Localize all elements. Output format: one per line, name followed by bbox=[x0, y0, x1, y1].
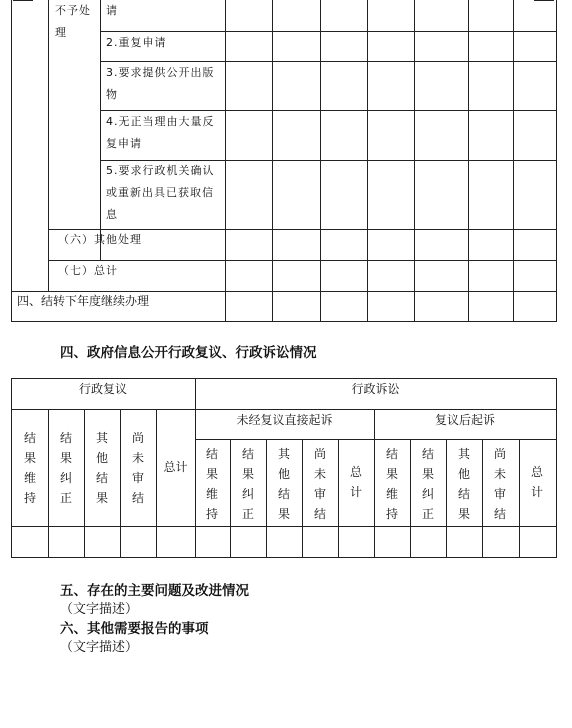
admin-litigation-header: 行政诉讼 bbox=[351, 382, 400, 396]
row-label-line: 息 bbox=[106, 208, 118, 221]
row-label-line: 3.要求提供公开出版 bbox=[106, 66, 215, 79]
row-label-line: 或重新出具已获取信 bbox=[106, 186, 214, 199]
admin-review-header: 行政复议 bbox=[78, 382, 127, 396]
row-label-line: 4.无正当理由大量反 bbox=[106, 115, 215, 128]
review-upheld-header: 结果维持 bbox=[23, 431, 36, 505]
section5-title: 五、存在的主要问题及改进情况 bbox=[60, 583, 249, 599]
section5-description: （文字描述） bbox=[60, 602, 139, 617]
other-handling-label: （六）其他处理 bbox=[58, 233, 142, 246]
after-review-suit-header: 复议后起诉 bbox=[434, 413, 495, 427]
row-label: 2.重复申请 bbox=[106, 36, 167, 49]
category-label-line1: 不予处 bbox=[55, 4, 91, 17]
row-label-line: 复申请 bbox=[106, 137, 142, 150]
after-other-header: 其他结果 bbox=[457, 447, 470, 521]
carry-over-label: 四、结转下年度继续办理 bbox=[17, 294, 150, 308]
section6-description: （文字描述） bbox=[60, 640, 139, 655]
direct-other-header: 其他结果 bbox=[277, 447, 290, 521]
section6-title: 六、其他需要报告的事项 bbox=[60, 621, 209, 637]
row-label-line: 物 bbox=[106, 88, 118, 101]
after-pending-header: 尚未审结 bbox=[493, 447, 506, 521]
direct-suit-header: 未经复议直接起诉 bbox=[236, 413, 333, 427]
direct-pending-header: 尚未审结 bbox=[313, 447, 326, 521]
direct-total-header: 总计 bbox=[349, 465, 362, 499]
row-label-line: 5.要求行政机关确认 bbox=[106, 164, 215, 177]
after-corrected-header: 结果纠正 bbox=[421, 447, 434, 521]
review-corrected-header: 结果纠正 bbox=[59, 431, 72, 505]
section4-title: 四、政府信息公开行政复议、行政诉讼情况 bbox=[60, 345, 317, 361]
direct-corrected-header: 结果纠正 bbox=[241, 447, 254, 521]
review-total-header: 总计 bbox=[163, 460, 188, 474]
after-total-header: 总计 bbox=[530, 465, 543, 499]
after-upheld-header: 结果维持 bbox=[385, 447, 398, 521]
category-label-line2: 理 bbox=[55, 26, 67, 39]
direct-upheld-header: 结果维持 bbox=[205, 447, 218, 521]
review-other-header: 其他结果 bbox=[95, 431, 108, 505]
total-label: （七）总计 bbox=[58, 264, 118, 277]
review-pending-header: 尚未审结 bbox=[131, 431, 144, 505]
row-label: 请 bbox=[106, 4, 118, 17]
